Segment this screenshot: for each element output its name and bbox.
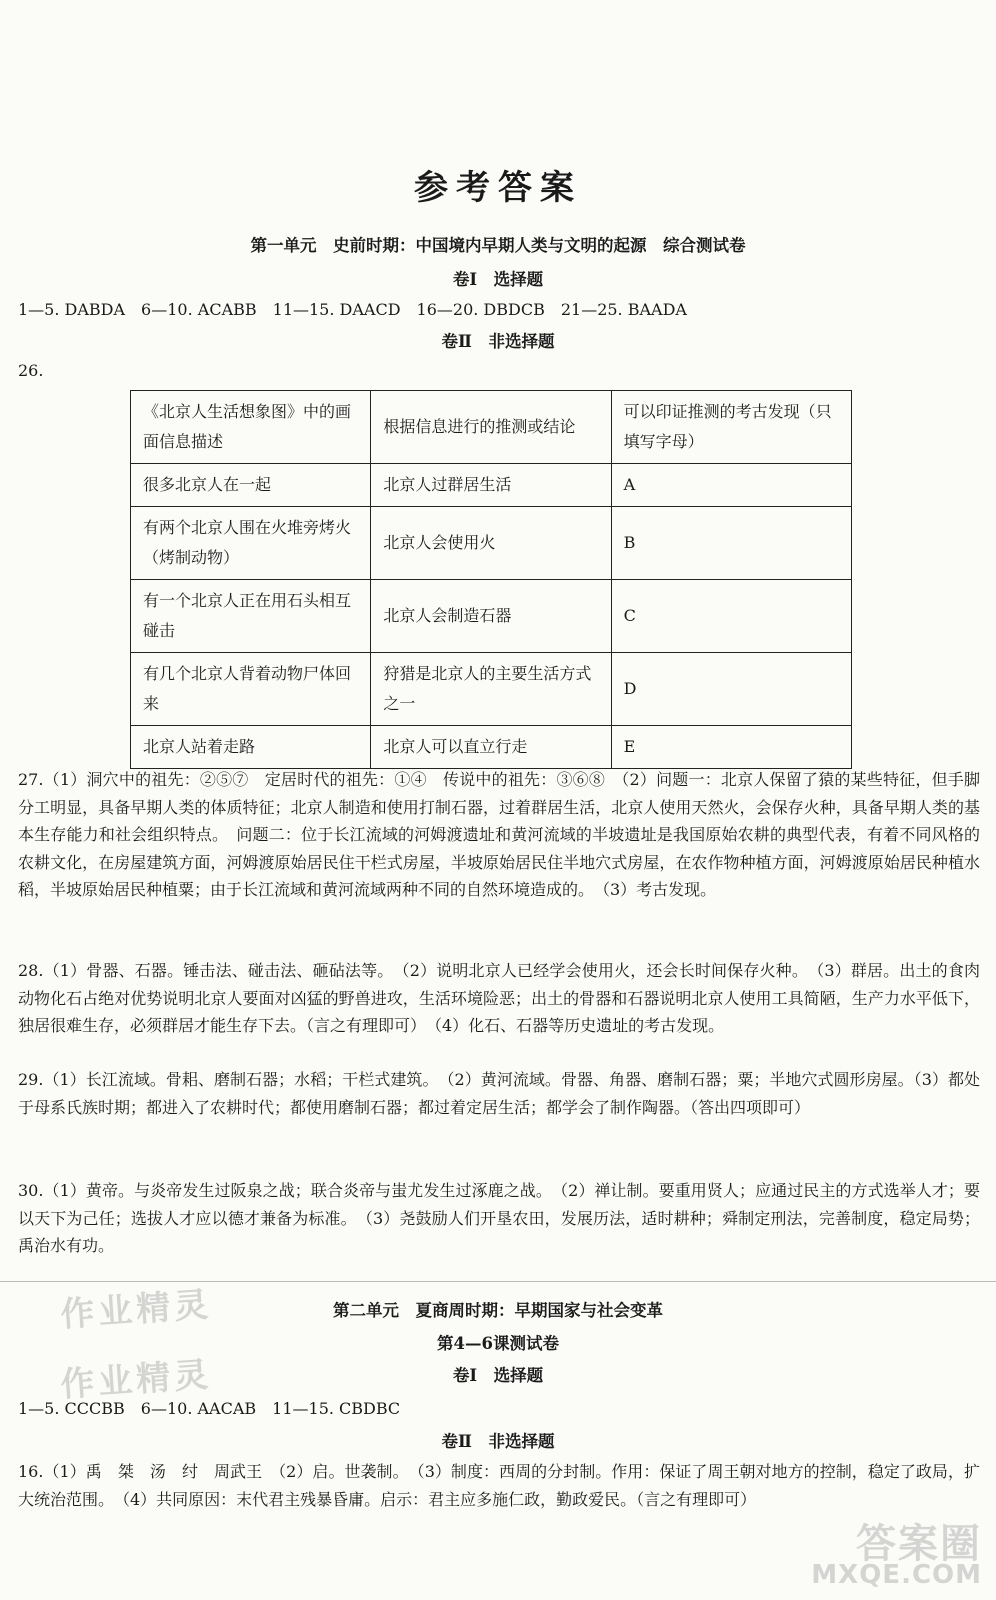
- table-row: [131, 464, 852, 507]
- table-cell: 有几个北京人背着动物尸体回来: [131, 653, 371, 726]
- q26-number: 26.: [18, 361, 44, 380]
- table-cell: 北京人站着走路: [131, 726, 371, 769]
- unit1-heading: 第一单元 史前时期：中国境内早期人类与文明的起源 综合测试卷: [250, 236, 746, 255]
- q27-answer: 27.（1）洞穴中的祖先：②⑤⑦ 定居时代的祖先：①④ 传说中的祖先：③⑥⑧ （2）问题一：北京人保留了猿的某些特征，但手脚分工明显，具备早期人类的体质特征；北京人制造和使用打制石器，过着群居生活，北京人使用天然火，会保存火种，具备早期人类的基本生存能力和社会组织特点。 问题二：位于长江流域的河姆渡遗址和黄河流域的半坡遗址是我国原始农耕的典型代表，有着不同风格的农耕文化，在房屋建筑方面，河姆渡原始居民住干栏式房屋，半坡原始居民住半地穴式房屋，在农作物种植方面，河姆渡原始居民种植水稻，半坡原始居民种植粟；由于长江流域和黄河流域两种不同的自然环境造成的。 （3）考古发现。: [18, 770, 980, 899]
- watermark-logo: [762, 1512, 982, 1592]
- unit1-choice-answers: 1—5. DABDA 6—10. ACABB 11—15. DAACD 16—20. DBDCB 21—25. BAADA: [18, 300, 687, 319]
- watermark-site: MXQE.COM: [811, 1560, 982, 1590]
- watermark-text: 作业精灵: [59, 1284, 214, 1336]
- table-cell: 有两个北京人围在火堆旁烤火（烤制动物）: [131, 507, 371, 580]
- table-cell: C: [611, 580, 851, 653]
- table-cell: 北京人会制造石器: [371, 580, 611, 653]
- watermark-text: 作业精灵: [59, 1354, 214, 1406]
- unit2-choice-answers: 1—5. CCCBB 6—10. AACAB 11—15. CBDBC: [18, 1399, 401, 1418]
- table-cell: 很多北京人在一起: [131, 464, 371, 507]
- table-cell: A: [611, 464, 851, 507]
- table-header-cell: 可以印证推测的考古发现（只填写字母）: [611, 391, 851, 464]
- table-cell: D: [611, 653, 851, 726]
- unit1-part1-label: 卷Ⅰ 选择题: [452, 270, 544, 289]
- unit2-heading: 第二单元 夏商周时期：早期国家与社会变革: [333, 1301, 663, 1320]
- unit1-part2-label: 卷Ⅱ 非选择题: [441, 332, 555, 351]
- watermark-logo-text: 答案圈: [856, 1521, 982, 1567]
- table-header-cell: 根据信息进行的推测或结论: [371, 391, 611, 464]
- table-cell: 北京人会使用火: [371, 507, 611, 580]
- unit2-part1-label: 卷Ⅰ 选择题: [452, 1366, 544, 1385]
- table-cell: 有一个北京人正在用石头相互碰击: [131, 580, 371, 653]
- table-cell: 北京人过群居生活: [371, 464, 611, 507]
- table-cell: B: [611, 507, 851, 580]
- unit2-part2-label: 卷Ⅱ 非选择题: [441, 1432, 555, 1451]
- table-row: [131, 653, 852, 726]
- q26-answer-table: [130, 390, 852, 769]
- table-row: [131, 580, 852, 653]
- table-header-cell: 《北京人生活想象图》中的画面信息描述: [131, 391, 371, 464]
- q28-answer: 28.（1）骨器、石器。锤击法、碰击法、砸砧法等。 （2）说明北京人已经学会使用火，还会长时间保存火种。 （3）群居。出土的食肉动物化石占绝对优势说明北京人要面对凶猛的野兽进攻，生活环境险恶；出土的骨器和石器说明北京人使用工具简陋，生产力水平低下，独居很难生存，必须群居才能生存下去。（言之有理即可） （4）化石、石器等历史遗址的考古发现。: [18, 961, 980, 1035]
- table-header-row: [131, 391, 852, 464]
- page-title: 参考答案: [414, 168, 582, 208]
- unit2-subheading: 第4—6课测试卷: [437, 1334, 559, 1353]
- table-row: [131, 726, 852, 769]
- q29-answer: 29.（1）长江流域。骨耜、磨制石器；水稻；干栏式建筑。 （2）黄河流域。骨器、角器、磨制石器；粟；半地穴式圆形房屋。（3）都处于母系氏族时期；都进入了农耕时代；都使用磨制石器；都过着定居生活；都学会了制作陶器。（答出四项即可）: [18, 1070, 980, 1117]
- table-cell: 狩猎是北京人的主要生活方式之一: [371, 653, 611, 726]
- table-cell: 北京人可以直立行走: [371, 726, 611, 769]
- table-row: [131, 507, 852, 580]
- table-cell: E: [611, 726, 851, 769]
- q30-answer: 30.（1）黄帝。与炎帝发生过阪泉之战；联合炎帝与蚩尤发生过涿鹿之战。 （2）禅让制。要重用贤人；应通过民主的方式选举人才；要以天下为己任；选拔人才应以德才兼备为标准。 （3）尧鼓励人们开垦农田，发展历法，适时耕种；舜制定刑法，完善制度，稳定局势；禹治水有功。: [18, 1181, 980, 1255]
- q16-answer: 16.（1）禹 桀 汤 纣 周武王 （2）启。世袭制。 （3）制度：西周的分封制。作用：保证了周王朝对地方的控制，稳定了政局，扩大统治范围。 （4）共同原因：末代君主残暴昏庸。启示：君主应多施仁政，勤政爱民。（言之有理即可）: [18, 1462, 980, 1509]
